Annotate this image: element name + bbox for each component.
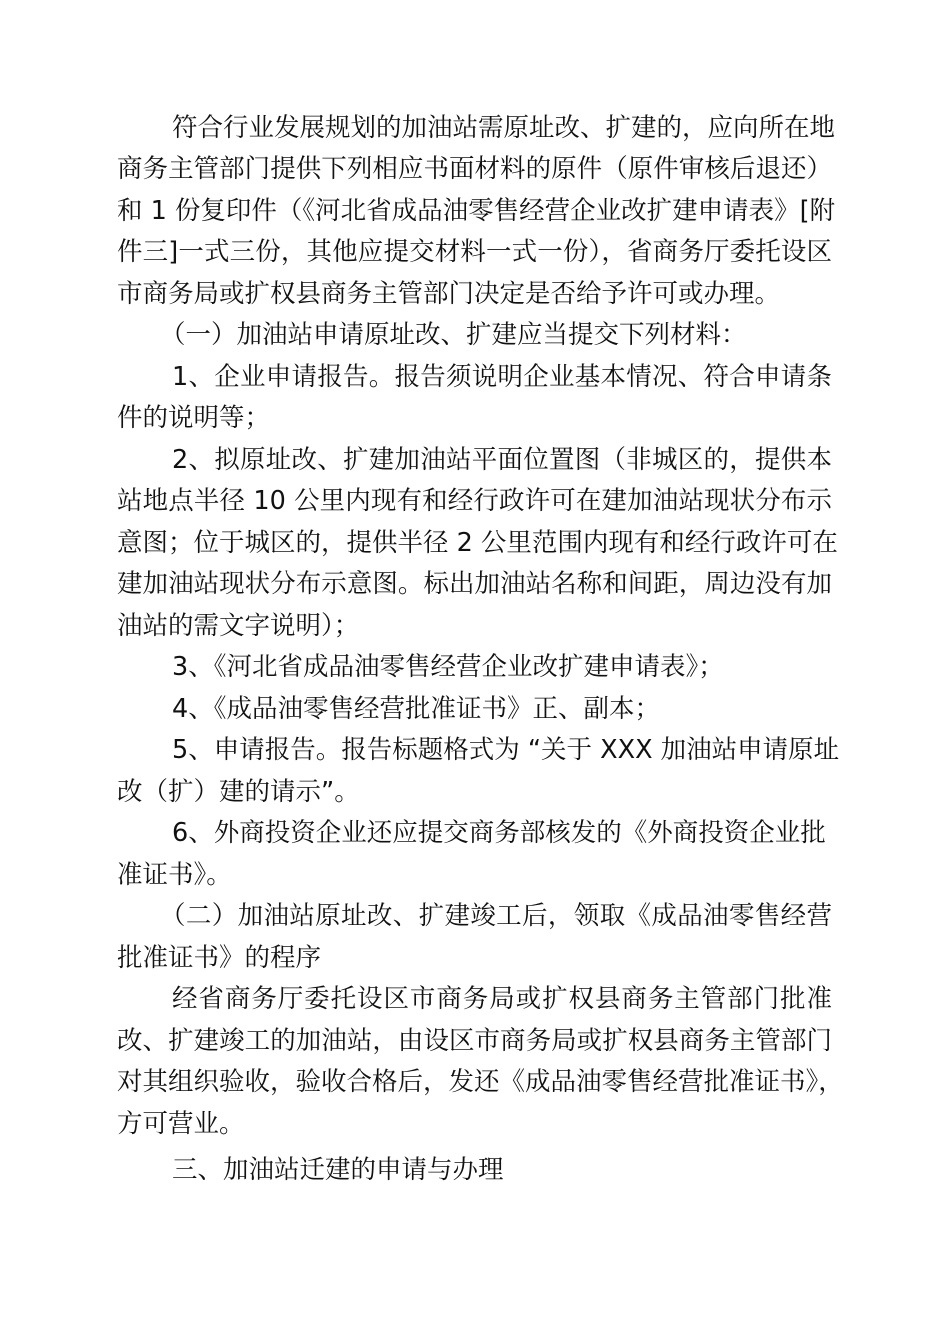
section-heading: 三、加油站迁建的申请与办理	[172, 1155, 504, 1185]
list-item-line: 2、拟原址改、扩建加油站平面位置图（非城区的，提供本	[172, 445, 832, 475]
paragraph-line: 改、扩建竣工的加油站，由设区市商务局或扩权县商务主管部门	[117, 1026, 832, 1056]
list-item-line: 5、申请报告。报告标题格式为 “关于 XXX 加油站申请原址	[172, 735, 840, 765]
list-item-line: 3、《河北省成品油零售经营企业改扩建申请表》；	[172, 652, 724, 682]
paragraph-line: 商务主管部门提供下列相应书面材料的原件（原件审核后退还）	[117, 154, 832, 184]
list-item-line: 1、企业申请报告。报告须说明企业基本情况、符合申请条	[172, 362, 832, 392]
list-item-line: 建加油站现状分布示意图。标出加油站名称和间距，周边没有加	[117, 569, 832, 599]
paragraph-line: 市商务局或扩权县商务主管部门决定是否给予许可或办理。	[117, 279, 781, 309]
list-item-line: 改（扩）建的请示”。	[117, 777, 360, 807]
paragraph-line: 符合行业发展规划的加油站需原址改、扩建的，应向所在地	[172, 113, 836, 143]
paragraph-line: 对其组织验收，验收合格后，发还《成品油零售经营批准证书》，	[117, 1067, 844, 1097]
list-item-line: 站地点半径 10 公里内现有和经行政许可在建加油站现状分布示	[117, 486, 832, 516]
list-item-line: 件的说明等；	[117, 403, 271, 433]
list-item-line: 6、外商投资企业还应提交商务部核发的《外商投资企业批	[172, 818, 826, 848]
paragraph-line: 件三]一式三份，其他应提交材料一式一份），省商务厅委托设区	[117, 237, 832, 267]
list-item-line: 意图；位于城区的，提供半径 2 公里范围内现有和经行政许可在	[117, 528, 838, 558]
list-item-line: 准证书》。	[117, 860, 232, 890]
section-heading: （二）加油站原址改、扩建竣工后，领取《成品油零售经营	[160, 901, 832, 931]
paragraph-line: 经省商务厅委托设区市商务局或扩权县商务主管部门批准	[172, 984, 832, 1014]
paragraph-line: 和 1 份复印件（《河北省成品油零售经营企业改扩建申请表》[附	[117, 196, 836, 226]
section-heading: 批准证书》的程序	[117, 943, 322, 973]
paragraph-line: 方可营业。	[117, 1109, 245, 1139]
list-item-line: 油站的需文字说明）；	[117, 611, 360, 641]
section-heading: （一）加油站申请原址改、扩建应当提交下列材料：	[160, 320, 747, 350]
list-item-line: 4、《成品油零售经营批准证书》正、副本；	[172, 694, 660, 724]
